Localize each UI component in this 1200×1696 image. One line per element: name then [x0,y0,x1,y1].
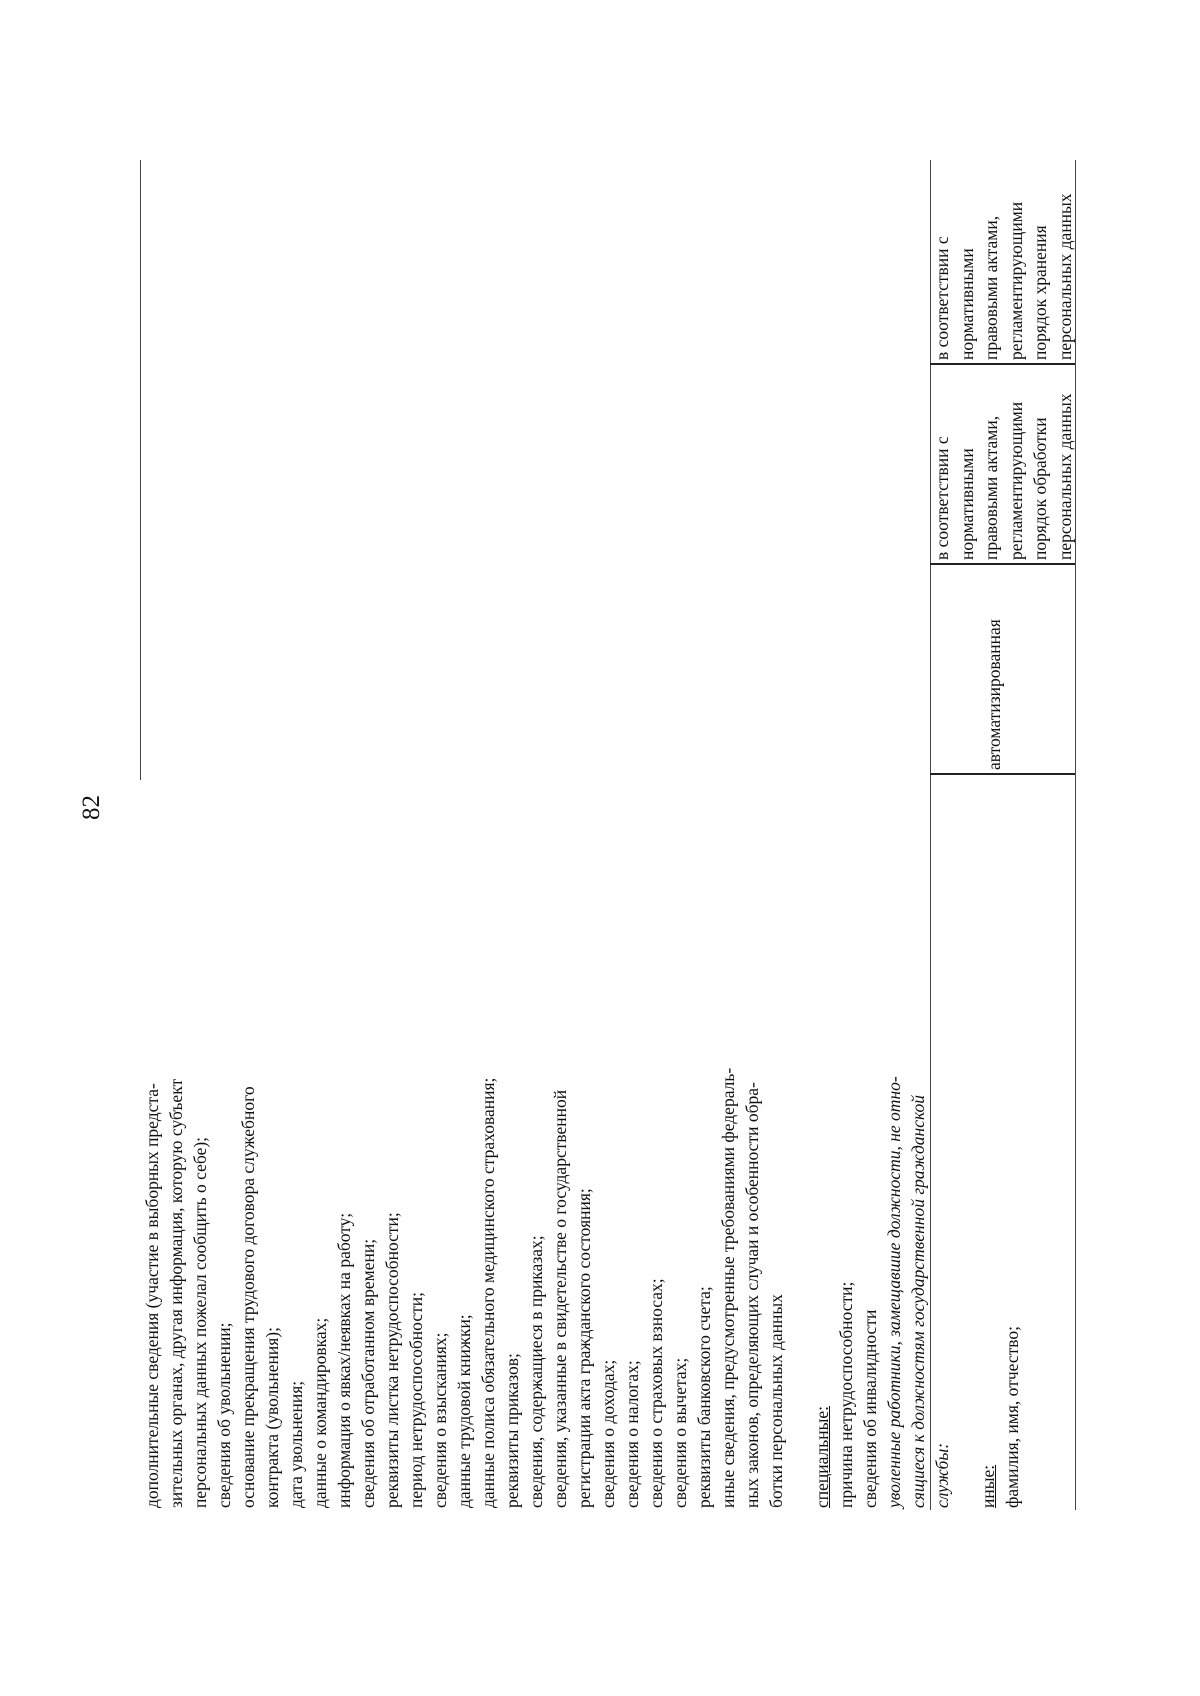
period-line: порядок обработки [1030,417,1050,560]
category-line: сящиеся к должностям государственной гражданской [908,1094,928,1508]
spacer [954,780,976,1510]
list-item: реквизиты банковского счета; [694,1286,714,1508]
data-items-column [140,780,1024,1510]
list-item: фамилия, имя, отчество; [1002,1325,1022,1508]
list-item: ных законов, определяющих случаи и особенности обра- [742,1082,762,1508]
list-item: дополнительные сведения (участие в выборных предста- [142,1083,162,1508]
list-item: сведения о доходах; [598,1359,618,1508]
list-item: причина нетрудоспособности; [836,1281,856,1508]
processing-method-cell [982,570,1007,770]
rotated-table [140,160,1075,1510]
category-line: службы: [932,1442,952,1508]
list-item: контракта (увольнения); [262,1327,282,1508]
table-rule [1075,160,1076,1510]
processing-period-cell [930,370,1077,560]
period-line: правовыми актами, [981,415,1001,560]
table-rule [930,160,931,1510]
list-item: сведения о взысканиях; [430,1332,450,1508]
list-item: сведения, содержащиеся в приказах; [526,1235,546,1508]
list-item: регистрации акта гражданского состояния; [574,1188,594,1508]
list-item: дата увольнения; [286,1380,306,1508]
table-rule [140,160,141,780]
list-item: информация о явках/неявках на работу; [334,1212,354,1508]
storage-period-cell [930,160,1077,360]
storage-line: регламентирующими [1005,201,1026,360]
list-item: данные о командировках; [310,1317,330,1508]
list-item: данные полиса обязательного медицинского страхования; [478,1077,498,1508]
list-item: сведения об инвалидности [860,1309,880,1508]
list-item: ботки персональных данных [766,1294,786,1508]
list-item: реквизиты приказов; [502,1353,522,1508]
spacer [788,780,810,1510]
list-item: сведения об увольнении; [214,1322,234,1508]
period-line: нормативными [956,448,977,560]
list-item: данные трудовой книжки; [454,1314,474,1508]
list-item: сведения о вычетах; [670,1357,690,1508]
list-item: зительных органах, другая информация, которую субъект [166,1078,186,1508]
page-number: 82 [78,795,105,820]
items-list [140,780,1024,1510]
special-label: специальные: [812,1405,832,1508]
category-line: уволенные работники, замещавшие должности, не отно- [884,1076,904,1508]
period-line: в соответствии с [932,436,952,560]
list-item: реквизиты листка нетрудоспособности; [382,1212,402,1508]
storage-line: порядок хранения [1030,225,1050,360]
storage-line: нормативными [956,248,977,360]
period-line: персональных данных [1054,393,1075,560]
table-rule [930,364,1075,366]
list-item: сведения, указанные в свидетельстве о государственной [550,1089,570,1508]
period-line: регламентирующими [1005,401,1026,560]
list-item: период нетрудоспособности; [406,1292,426,1508]
list-item: иные сведения, предусмотренные требованиями федераль- [718,1067,738,1508]
table-rule [930,774,1075,776]
storage-line: в соответствии с [932,236,952,360]
list-item: основание прекращения трудового договора служебного [238,1086,258,1508]
processing-method: автоматизированная [984,619,1004,770]
list-item: сведения о страховых взносах; [646,1278,666,1508]
table-rule [930,564,1075,566]
list-item: персональных данных пожелал сообщить о себе); [190,1136,210,1508]
storage-line: правовыми актами, [981,215,1001,360]
storage-line: персональных данных [1054,193,1075,360]
list-item: сведения об отработанном времени; [358,1238,378,1508]
list-item: сведения о налогах; [622,1360,642,1508]
other-label: иные: [978,1464,998,1508]
